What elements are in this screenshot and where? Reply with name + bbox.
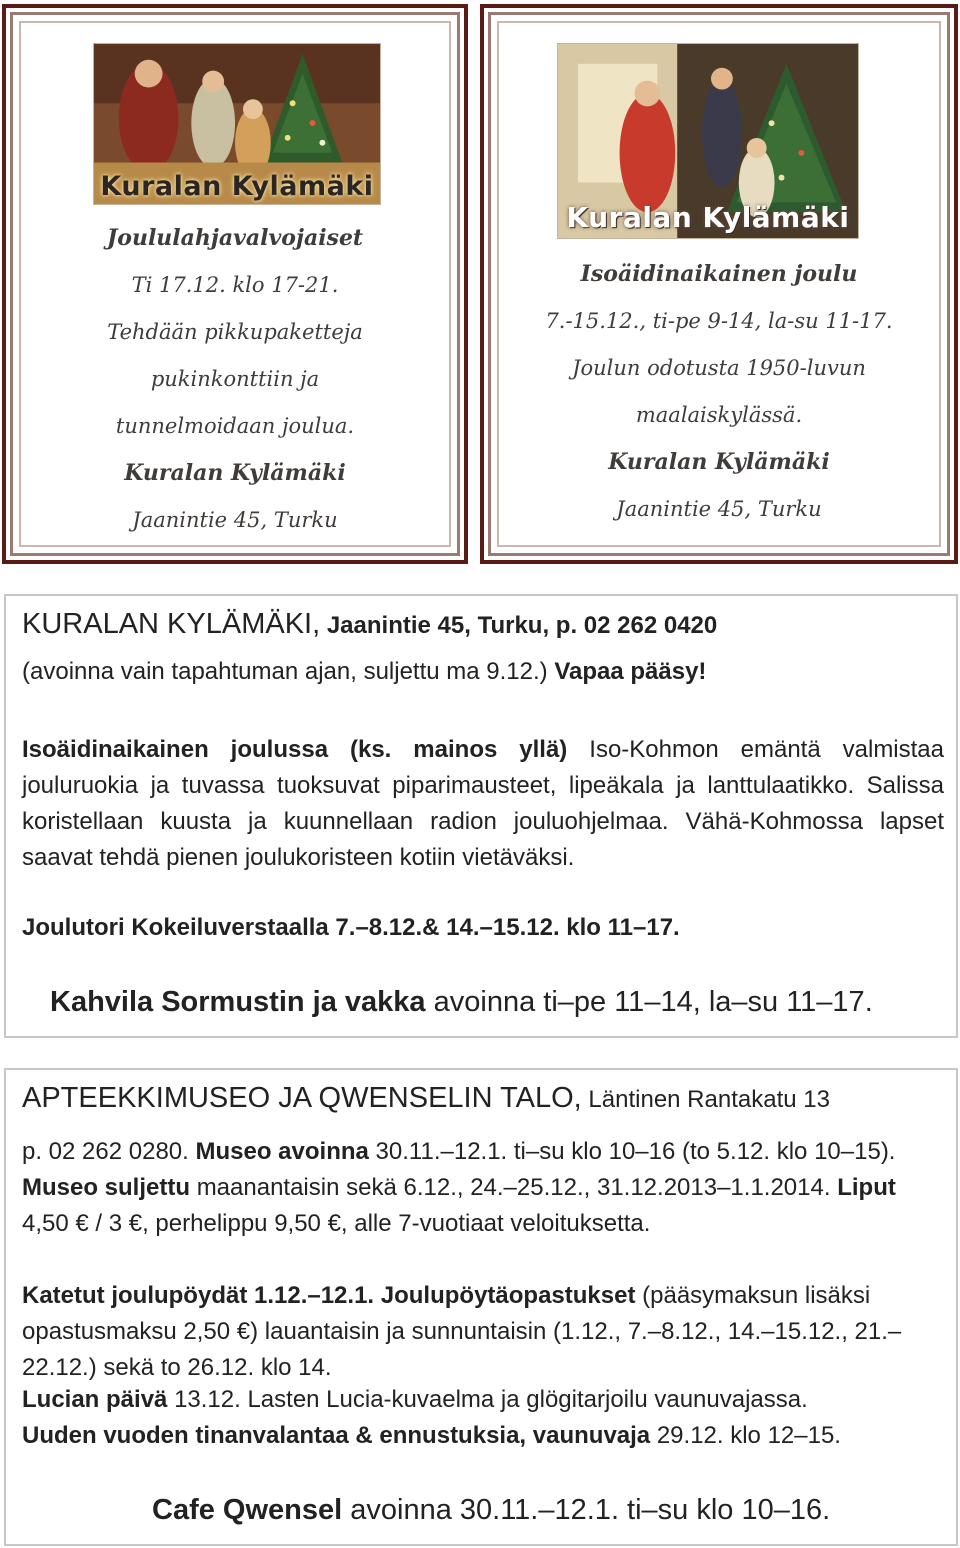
poster-text <box>13 215 457 544</box>
event-title: Isoäidinaikainen joulussa (ks. mainos yllä) <box>22 736 568 763</box>
free-entry: Vapaa pääsy! <box>554 658 707 685</box>
cafe-name: Kahvila Sormustin ja vakka <box>50 986 426 1018</box>
event-desc: Iso-Kohmon emäntä valmistaa jouluruokia ja tuvassa tuoksuvat piparimausteet, lipeäkala ja lanttulaatikko. Salissa koristellaan kuusta ja kuunnellaan radion jouluohjelmaa. Vähä-Kohmossa lapset saavat tehdä pienen joulukoristeen kotiin vietäväksi. <box>22 736 945 871</box>
poster-illustration <box>93 43 381 205</box>
poster-frame <box>488 12 950 556</box>
kuralan-event-description <box>22 732 944 876</box>
kuralan-cafe <box>50 986 873 1019</box>
kuralan-info-box <box>4 594 958 1038</box>
cafe-hours: avoinna 30.11.–12.1. ti–su klo 10–16. <box>350 1494 831 1526</box>
poster-line: Tehdään pikkupaketteja <box>107 320 363 344</box>
museum-open-label: Museo avoinna <box>195 1138 369 1165</box>
kuralan-heading <box>22 608 717 641</box>
poster-event-title: Joululahjavalvojaiset <box>106 225 364 251</box>
poster-line: maalaiskylässä. <box>635 403 803 427</box>
venue-address: Läntinen Rantakatu 13 <box>588 1086 830 1113</box>
poster-line: pukinkonttiin ja <box>150 367 320 391</box>
poster-joululahjavalvojaiset <box>2 4 468 564</box>
kuralan-market <box>22 914 680 942</box>
tables-label: Katetut joulupöydät 1.12.–12.1. Joulupöytäopastukset <box>22 1282 636 1309</box>
tables: (pääsymaksun lisäksi opastusmaksu 2,50 €) lauantaisin ja sunnuntaisin (1.12., 7.–8.12., 14.–15.12., 21.–22.12.) sekä to 26.12. klo 14. <box>22 1282 902 1381</box>
poster-event-time: Ti 17.12. klo 17-21. <box>131 273 339 297</box>
venue-address-phone: Jaanintie 45, Turku, p. 02 262 0420 <box>326 612 718 639</box>
museum-closed-label: Museo suljettu <box>22 1174 191 1201</box>
newyear: 29.12. klo 12–15. <box>656 1422 841 1449</box>
poster-event-time: 7.-15.12., ti-pe 9-14, la-su 11-17. <box>545 309 893 333</box>
tickets: 4,50 € / 3 €, perhelippu 9,50 €, alle 7-vuotiaat veloituksetta. <box>22 1210 651 1237</box>
poster-line: Joulun odotusta 1950-luvun <box>572 356 866 380</box>
apteekki-lucia <box>22 1386 808 1414</box>
poster-address: Jaanintie 45, Turku <box>132 508 338 532</box>
opening-note: (avoinna vain tapahtuman ajan, suljettu ma 9.12.) <box>22 658 548 685</box>
lucia-label: Lucian päivä <box>22 1386 168 1413</box>
poster-address: Jaanintie 45, Turku <box>616 497 822 521</box>
kuralan-opening-note <box>22 658 706 686</box>
apteekki-newyear <box>22 1422 841 1450</box>
poster-text <box>491 251 947 533</box>
poster-frame <box>10 12 460 556</box>
poster-venue: Kuralan Kylämäki <box>608 449 830 475</box>
cafe-hours: avoinna ti–pe 11–14, la–su 11–17. <box>433 986 873 1018</box>
poster-image-caption: Kuralan Kylämäki <box>566 201 850 234</box>
poster-event-title: Isoäidinaikainen joulu <box>580 261 858 287</box>
poster-isoaidinaikainen-joulu <box>480 4 958 564</box>
cafe-name: Cafe Qwensel <box>152 1494 343 1526</box>
lucia: 13.12. Lasten Lucia-kuvaelma ja glögitarjoilu vaunuvajassa. <box>174 1386 808 1413</box>
apteekki-heading <box>22 1082 830 1115</box>
apteekki-hours-block <box>22 1134 944 1242</box>
museum-open: 30.11.–12.1. ti–su klo 10–16 (to 5.12. klo 10–15). <box>375 1138 896 1165</box>
apteekki-events-block <box>22 1278 944 1386</box>
tickets-label: Liput <box>837 1174 896 1201</box>
newyear-label: Uuden vuoden tinanvalantaa & ennustuksia, vaunuvaja <box>22 1422 651 1449</box>
market-info: Joulutori Kokeiluverstaalla 7.–8.12.& 14.–15.12. klo 11–17. <box>22 914 680 941</box>
venue-title: KURALAN KYLÄMÄKI, <box>22 608 321 640</box>
poster-venue: Kuralan Kylämäki <box>124 460 346 486</box>
venue-phone: p. 02 262 0280. <box>22 1138 189 1165</box>
poster-line: tunnelmoidaan joulua. <box>115 414 355 438</box>
venue-title: APTEEKKIMUSEO JA QWENSELIN TALO, <box>22 1082 582 1114</box>
apteekki-info-box <box>4 1068 958 1546</box>
poster-image-caption: Kuralan Kylämäki <box>100 171 374 202</box>
museum-closed: maanantaisin sekä 6.12., 24.–25.12., 31.12.2013–1.1.2014. <box>196 1174 831 1201</box>
apteekki-cafe <box>152 1494 830 1527</box>
poster-illustration <box>557 43 859 239</box>
